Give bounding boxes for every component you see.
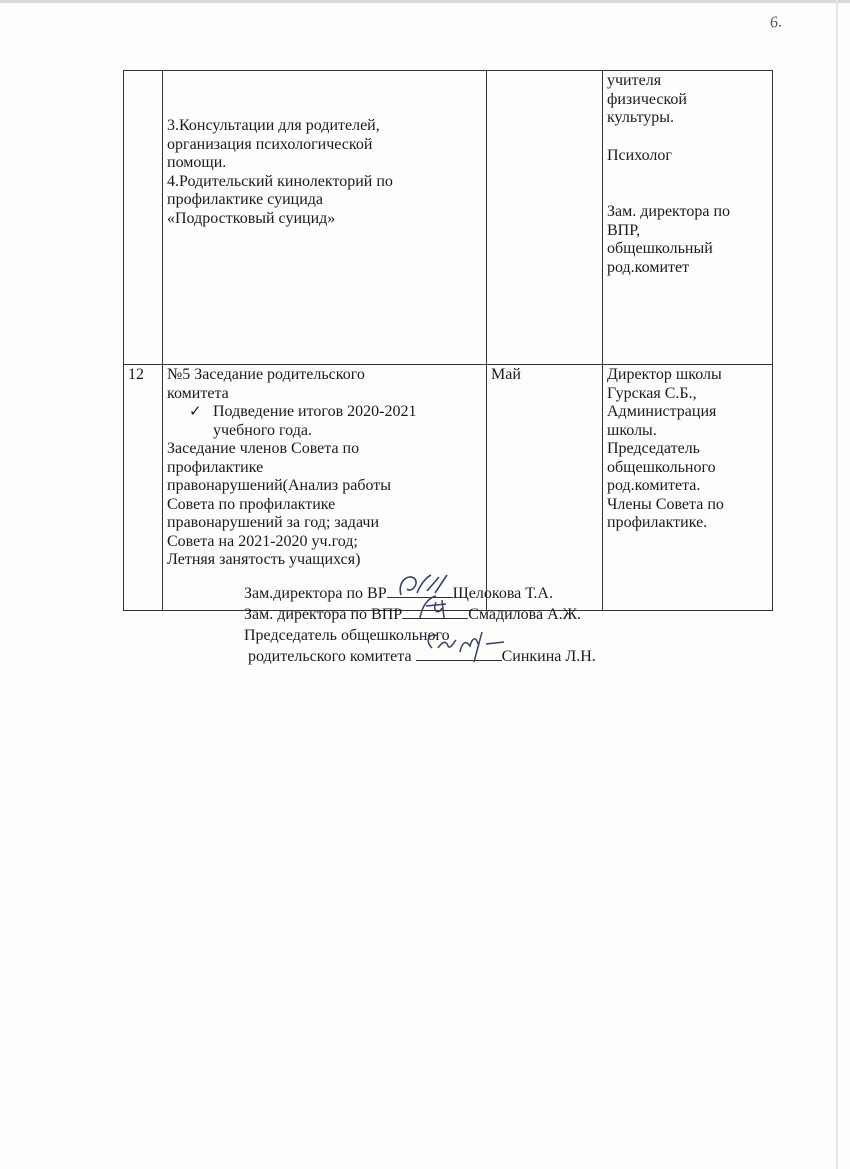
signature-line <box>244 646 596 667</box>
event-line: Совета по профилактике <box>167 495 336 513</box>
responsible-line: профилактике. <box>607 514 708 531</box>
row-number-cell: 12 <box>124 365 163 611</box>
signer-role: родительского комитета <box>248 648 412 665</box>
event-title-line: №5 Заседание родительского <box>167 366 365 383</box>
responsible-line: Зам. директора по <box>607 203 731 220</box>
event-line: 3.Консультации для родителей, <box>167 117 380 134</box>
signature-blank <box>402 606 468 619</box>
page-edge <box>0 0 850 3</box>
responsible-line: род.комитет <box>607 258 690 276</box>
event-line: правонарушений(Анализ работы <box>167 477 391 494</box>
handwritten-signature <box>402 592 472 622</box>
event-line: помощи. <box>167 154 227 171</box>
signer-role: Зам.директора по ВР <box>244 585 387 602</box>
responsible-line: Члены Совета по <box>607 495 724 513</box>
event-line: правонарушений за год; задачи <box>167 514 380 531</box>
event-line: Летняя занятость учащихся) <box>167 551 361 568</box>
checklist-text: учебного года. <box>213 421 312 439</box>
responsible-line: Директор школы <box>607 366 722 383</box>
page-edge-right <box>836 0 838 1169</box>
table-row <box>124 71 773 365</box>
event-line: организация психологической <box>167 135 373 153</box>
event-line: профилактике суицида <box>167 191 323 208</box>
term-cell: Май <box>487 365 603 611</box>
signature-block <box>244 583 596 667</box>
responsible-line: Психолог <box>607 146 672 164</box>
signer-name: Смадилова А.Ж. <box>468 606 581 623</box>
responsible-line: культуры. <box>607 109 675 126</box>
responsible-line: род.комитета. <box>607 477 701 494</box>
responsible-cell <box>603 365 773 611</box>
responsible-line: физической <box>607 90 687 108</box>
responsible-line: Администрация <box>607 403 717 420</box>
term-cell <box>487 71 603 365</box>
responsible-line: учителя <box>607 72 662 89</box>
signature-line <box>244 604 596 625</box>
event-line: Совета на 2021-2020 уч.год; <box>167 532 358 550</box>
signature-line: Председатель общешкольного <box>244 627 450 644</box>
responsible-cell <box>603 71 773 365</box>
responsible-line: Председатель <box>607 440 700 457</box>
handwritten-signature <box>416 626 511 666</box>
signer-name: Щелокова Т.А. <box>452 585 553 602</box>
responsible-line: общешкольный <box>607 240 713 257</box>
checkmark-icon: ✓ <box>189 404 202 420</box>
plan-table <box>123 70 773 611</box>
signer-role: Зам. директора по ВПР <box>244 606 403 623</box>
event-title-line: комитета <box>167 384 229 402</box>
row-number-cell <box>124 71 163 365</box>
signature-blank <box>416 648 502 661</box>
event-cell <box>163 71 487 365</box>
event-line: Заседание членов Совета по <box>167 440 360 457</box>
responsible-line: Гурская С.Б., <box>607 384 697 402</box>
event-line: «Подростковый суицид» <box>167 209 336 227</box>
page-number: 6. <box>768 13 784 32</box>
checklist-text: Подведение итогов 2020-2021 <box>213 403 417 420</box>
responsible-line: ВПР, <box>607 221 641 239</box>
responsible-line: общешкольного <box>607 458 716 476</box>
event-line: профилактике <box>167 458 264 476</box>
checklist-item <box>167 403 482 440</box>
signer-name: Синкина Л.Н. <box>501 648 596 665</box>
responsible-line: школы. <box>607 421 657 439</box>
event-line: 4.Родительский кинолекторий по <box>167 172 393 190</box>
